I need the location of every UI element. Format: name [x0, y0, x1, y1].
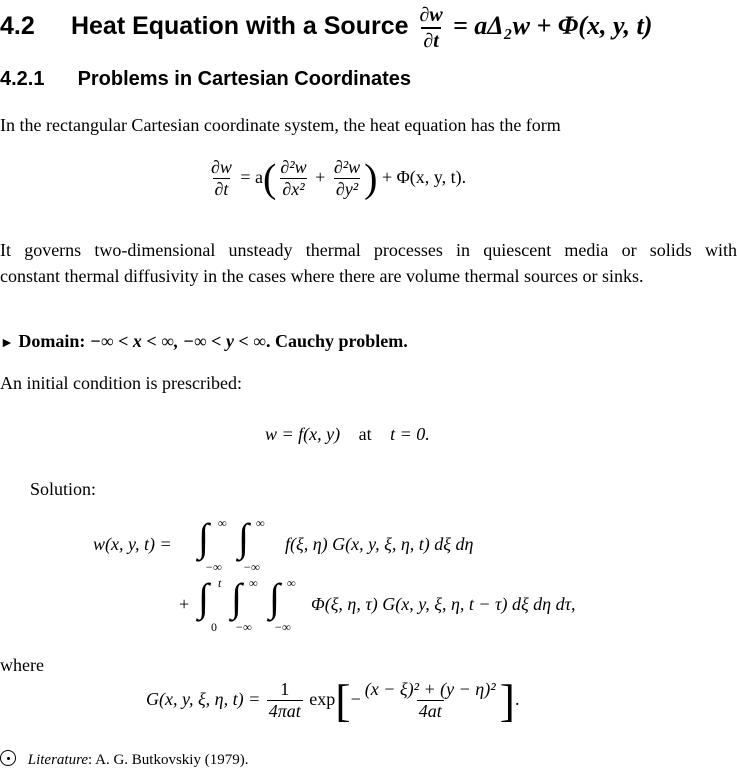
circled-dot-icon: [0, 750, 16, 766]
main-equation: $\frac{\partial w}{\partial t}$ = a( $\frac{\text{∂²w}}{\text{∂x²}}$ + $\frac{\text{∂²w}}{\text{∂y²}}$ ) + Φ(x, y, t).: [211, 155, 467, 201]
domain-heading: ► Domain: −∞ < x < ∞, −∞ < y < ∞. Cauchy problem.: [0, 331, 408, 351]
solution-label: Solution:: [30, 479, 97, 499]
section-heading: [0, 4, 652, 53]
triangle-bullet-icon: ►: [0, 336, 14, 351]
subsection-title: Problems in Cartesian Coordinates: [77, 68, 411, 90]
subsection-number: 4.2.1: [0, 68, 45, 90]
initial-equation: w = f(x, y) at t = 0.: [265, 424, 430, 444]
literature-label: Literature: [27, 752, 89, 768]
intro-paragraph: In the rectangular Cartesian coordinate system, the heat equation has the form: [0, 115, 561, 135]
green-function-equation: G(x, y, ξ, η, t) = $\frac{1}{\text{4πat}}$ exp[− $\frac{\text{(x − ξ)² + (y − η)²}}{4at}$ ].: [146, 675, 520, 726]
literature-note: [0, 750, 248, 769]
literature-text: : A. G. Butkovskiy (1979).: [88, 752, 249, 768]
initial-paragraph: An initial condition is prescribed:: [0, 373, 242, 393]
section-title: Heat Equation with a Source: [70, 12, 409, 41]
governs-paragraph: It governs two-dimensional unsteady thermal processes in quiescent media or solids with constant thermal diffusivity in the cases where there are volume thermal sources or sinks.: [0, 240, 737, 286]
section-number: 4.2: [0, 12, 35, 41]
subsection-heading: [0, 68, 411, 91]
section-equation: $\frac{\partial w}{\partial t}$ = aΔ₂w + Φ(x, y, t): [419, 4, 653, 52]
where-label: where: [0, 655, 44, 675]
